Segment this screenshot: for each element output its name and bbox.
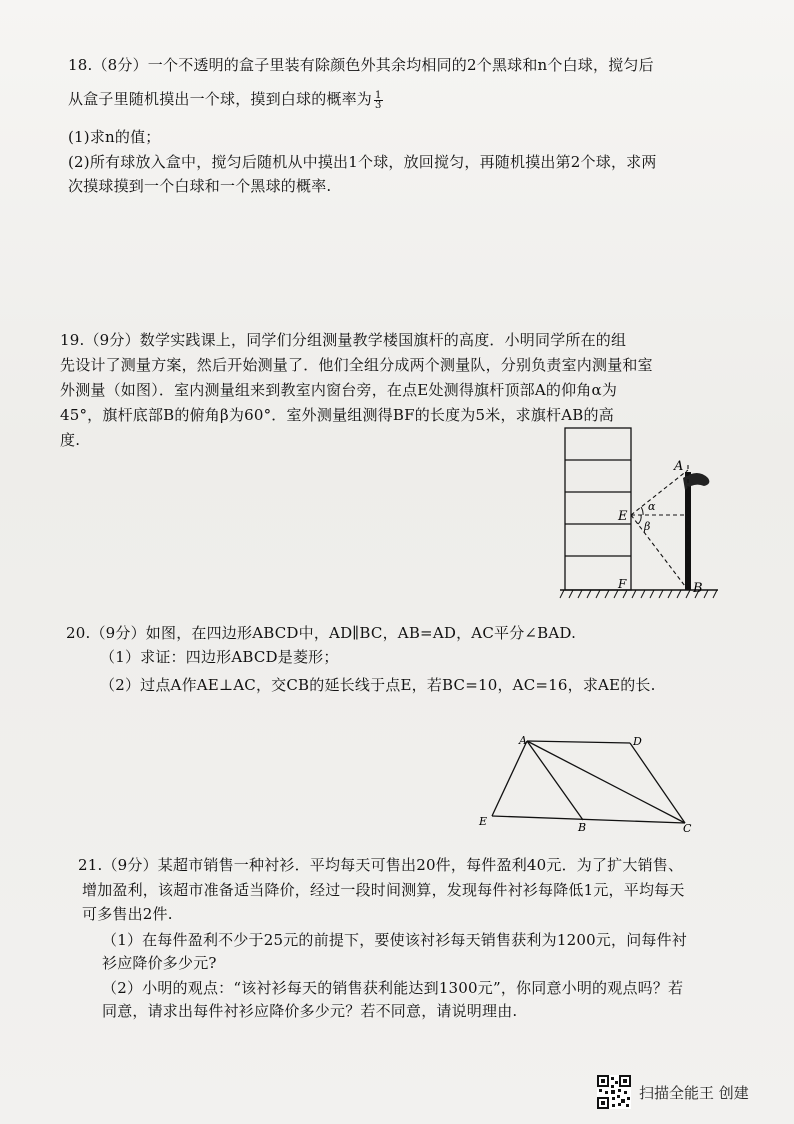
q19-line-5: 度. xyxy=(60,431,81,449)
sight-lines xyxy=(631,465,688,590)
q21-part-2-line-2: 同意，请求出每件衬衫应降价多少元？若不同意，请说明理由. xyxy=(102,1002,518,1020)
q18-part-2-line-1: (2)所有球放入盒中，搅匀后随机从中摸出1个球，放回搅匀，再随机摸出第2个球，求两 xyxy=(68,153,657,171)
label-beta: β xyxy=(644,520,651,533)
label-B: B xyxy=(578,821,587,834)
q18-part-1: (1)求n的值； xyxy=(68,128,161,146)
segment-EC xyxy=(492,816,685,823)
rhombus-figure xyxy=(470,728,710,838)
label-A: A xyxy=(519,734,527,747)
segment-AB xyxy=(527,741,583,820)
angle-beta-arc xyxy=(638,515,641,524)
label-A: A xyxy=(674,459,684,474)
q21-line-3: 可多售出2件. xyxy=(82,905,173,923)
label-C: C xyxy=(683,822,692,835)
label-B: B xyxy=(693,581,703,596)
q18-line-2 xyxy=(68,89,383,110)
fraction-denominator: 3 xyxy=(375,99,382,111)
q19-line-3: 外测量（如图）．室内测量组来到教室内窗台旁，在点E处测得旗杆顶部A的仰角α为 xyxy=(60,381,618,399)
segment-DC xyxy=(630,743,685,823)
flagpole-figure xyxy=(540,420,730,610)
label-E: E xyxy=(618,509,628,524)
probability-fraction xyxy=(374,91,383,110)
q21-line-1: 21.（9分）某超市销售一种衬衫．平均每天可售出20件，每件盈利40元．为了扩大销售、 xyxy=(78,856,684,874)
q21-line-2: 增加盈利，该超市准备适当降价，经过一段时间测算，发现每件衬衫每降低1元，平均每天 xyxy=(82,881,685,899)
angle-alpha-arc xyxy=(641,507,643,515)
label-E: E xyxy=(479,815,488,828)
label-alpha: α xyxy=(648,500,656,513)
q18-line-2-text: 从盒子里随机摸出一个球，摸到白球的概率为 xyxy=(68,90,373,108)
watermark-text: 扫描全能王 创建 xyxy=(639,1083,749,1102)
segment-AD xyxy=(527,741,630,743)
q21-part-1-line-2: 衫应降价多少元? xyxy=(102,954,217,972)
scanner-watermark xyxy=(597,1075,749,1109)
label-D: D xyxy=(633,735,642,748)
q18-line-1: 18.（8分）一个不透明的盒子里装有除颜色外其余均相同的2个黑球和n个白球，搅匀后 xyxy=(68,56,654,74)
qr-code-icon xyxy=(597,1075,631,1109)
segment-AE xyxy=(492,741,527,816)
q18-part-2-line-2: 次摸球摸到一个白球和一个黑球的概率. xyxy=(68,177,332,195)
q21-part-1-line-1: （1）在每件盈利不少于25元的前提下，要使该衬衫每天销售获利为1200元，问每件衬 xyxy=(102,931,688,949)
q19-line-2: 先设计了测量方案，然后开始测量了．他们全组分成两个测量队，分别负责室内测量和室 xyxy=(60,356,653,374)
q20-part-1: （1）求证：四边形ABCD是菱形； xyxy=(100,648,339,666)
segment-AC xyxy=(527,741,685,823)
q19-line-4: 45°，旗杆底部B的俯角β为60°．室外测量组测得BF的长度为5米，求旗杆AB的高 xyxy=(60,406,614,424)
q21-part-2-line-1: （2）小明的观点：“该衬衫每天的销售获利能达到1300元”，你同意小明的观点吗？若 xyxy=(102,979,684,997)
fraction-numerator: 1 xyxy=(375,89,382,101)
label-F: F xyxy=(618,577,627,591)
q20-part-2: （2）过点A作AE⊥AC，交CB的延长线于点E，若BC=10，AC=16，求AE的长. xyxy=(100,676,656,694)
q20-line-1: 20.（9分）如图，在四边形ABCD中，AD∥BC，AB=AD，AC平分∠BAD. xyxy=(66,624,577,642)
q19-line-1: 19.（9分）数学实践课上，同学们分组测量教学楼国旗杆的高度．小明同学所在的组 xyxy=(60,331,627,349)
